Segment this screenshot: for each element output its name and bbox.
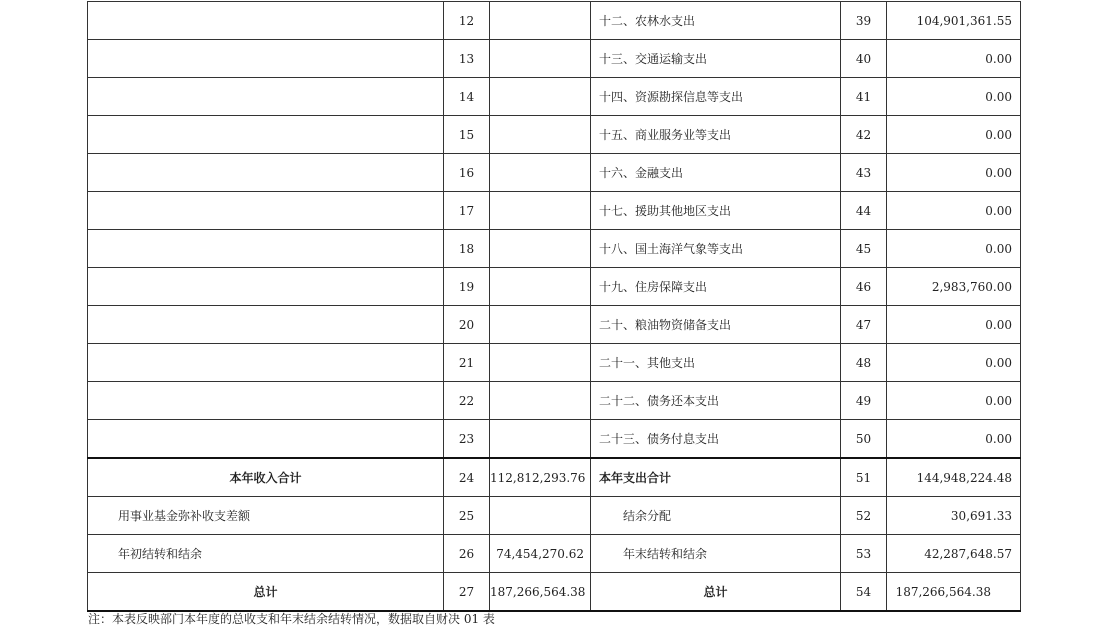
expense-item-cell: 十二、农林水支出 bbox=[591, 2, 841, 40]
expense-row-number: 49 bbox=[841, 382, 887, 420]
income-amount-cell bbox=[490, 268, 591, 306]
income-row-number: 24 bbox=[444, 458, 490, 497]
expense-item-cell: 十六、金融支出 bbox=[591, 154, 841, 192]
income-item-cell bbox=[88, 2, 444, 40]
expense-amount-cell: 0.00 bbox=[887, 344, 1021, 382]
table-row bbox=[88, 306, 1021, 344]
expense-amount-cell: 2,983,760.00 bbox=[887, 268, 1021, 306]
expense-row-number: 45 bbox=[841, 230, 887, 268]
table-row bbox=[88, 116, 1021, 154]
expense-item-cell: 二十、粮油物资储备支出 bbox=[591, 306, 841, 344]
expense-item-cell: 二十一、其他支出 bbox=[591, 344, 841, 382]
income-row-number: 14 bbox=[444, 78, 490, 116]
table-row bbox=[88, 268, 1021, 306]
expense-row-number: 50 bbox=[841, 420, 887, 459]
expense-row-number: 43 bbox=[841, 154, 887, 192]
income-row-number: 26 bbox=[444, 535, 490, 573]
expense-row-number: 42 bbox=[841, 116, 887, 154]
income-item-cell: 本年收入合计 bbox=[88, 458, 444, 497]
expense-item-cell: 总计 bbox=[591, 573, 841, 612]
income-row-number: 12 bbox=[444, 2, 490, 40]
expense-item-cell: 十三、交通运输支出 bbox=[591, 40, 841, 78]
table-row bbox=[88, 573, 1021, 612]
expense-item-cell: 二十三、债务付息支出 bbox=[591, 420, 841, 459]
income-amount-cell bbox=[490, 192, 591, 230]
income-amount-cell bbox=[490, 306, 591, 344]
expense-amount-cell: 42,287,648.57 bbox=[887, 535, 1021, 573]
expense-row-number: 46 bbox=[841, 268, 887, 306]
expense-item-cell: 结余分配 bbox=[591, 497, 841, 535]
expense-row-number: 53 bbox=[841, 535, 887, 573]
table-row bbox=[88, 458, 1021, 497]
income-amount-cell bbox=[490, 497, 591, 535]
expense-item-cell: 本年支出合计 bbox=[591, 458, 841, 497]
income-row-number: 21 bbox=[444, 344, 490, 382]
expense-amount-cell: 0.00 bbox=[887, 116, 1021, 154]
income-item-cell bbox=[88, 382, 444, 420]
table-footnote: 注：本表反映部门本年度的总收支和年末结余结转情况，数据取自财决 01 表 bbox=[88, 612, 495, 626]
income-row-number: 25 bbox=[444, 497, 490, 535]
table-row bbox=[88, 192, 1021, 230]
expense-amount-cell: 0.00 bbox=[887, 154, 1021, 192]
income-row-number: 16 bbox=[444, 154, 490, 192]
income-row-number: 20 bbox=[444, 306, 490, 344]
income-item-cell: 总计 bbox=[88, 573, 444, 612]
income-amount-cell bbox=[490, 154, 591, 192]
expense-row-number: 48 bbox=[841, 344, 887, 382]
income-amount-cell bbox=[490, 78, 591, 116]
budget-table bbox=[87, 1, 1021, 612]
income-item-cell bbox=[88, 420, 444, 459]
income-row-number: 23 bbox=[444, 420, 490, 459]
expense-amount-cell: 104,901,361.55 bbox=[887, 2, 1021, 40]
income-amount-cell: 112,812,293.76 bbox=[490, 458, 591, 497]
expense-row-number: 52 bbox=[841, 497, 887, 535]
income-item-cell bbox=[88, 40, 444, 78]
income-item-cell bbox=[88, 78, 444, 116]
income-item-cell: 年初结转和结余 bbox=[88, 535, 444, 573]
expense-amount-cell: 0.00 bbox=[887, 306, 1021, 344]
expense-amount-cell: 30,691.33 bbox=[887, 497, 1021, 535]
expense-row-number: 44 bbox=[841, 192, 887, 230]
expense-item-cell: 年末结转和结余 bbox=[591, 535, 841, 573]
income-row-number: 15 bbox=[444, 116, 490, 154]
expense-amount-cell: 0.00 bbox=[887, 382, 1021, 420]
expense-amount-cell: 0.00 bbox=[887, 78, 1021, 116]
income-row-number: 18 bbox=[444, 230, 490, 268]
expense-row-number: 40 bbox=[841, 40, 887, 78]
income-row-number: 17 bbox=[444, 192, 490, 230]
expense-item-cell: 十四、资源勘探信息等支出 bbox=[591, 78, 841, 116]
income-item-cell bbox=[88, 268, 444, 306]
income-row-number: 27 bbox=[444, 573, 490, 612]
expense-item-cell: 十八、国土海洋气象等支出 bbox=[591, 230, 841, 268]
income-amount-cell bbox=[490, 230, 591, 268]
table-row bbox=[88, 420, 1021, 459]
table-row bbox=[88, 2, 1021, 40]
income-item-cell bbox=[88, 230, 444, 268]
table-row bbox=[88, 78, 1021, 116]
income-amount-cell bbox=[490, 382, 591, 420]
table-row bbox=[88, 497, 1021, 535]
income-item-cell bbox=[88, 116, 444, 154]
expense-amount-cell: 0.00 bbox=[887, 230, 1021, 268]
expense-row-number: 54 bbox=[841, 573, 887, 612]
income-item-cell bbox=[88, 192, 444, 230]
income-amount-cell bbox=[490, 40, 591, 78]
income-amount-cell: 74,454,270.62 bbox=[490, 535, 591, 573]
budget-table-container bbox=[87, 1, 1020, 612]
expense-amount-cell: 0.00 bbox=[887, 420, 1021, 459]
income-item-cell bbox=[88, 344, 444, 382]
expense-amount-cell: 0.00 bbox=[887, 40, 1021, 78]
income-item-cell bbox=[88, 306, 444, 344]
expense-item-cell: 二十二、债务还本支出 bbox=[591, 382, 841, 420]
budget-table-body bbox=[88, 2, 1021, 612]
income-item-cell: 用事业基金弥补收支差额 bbox=[88, 497, 444, 535]
expense-item-cell: 十九、住房保障支出 bbox=[591, 268, 841, 306]
income-amount-cell: 187,266,564.38 bbox=[490, 573, 591, 612]
income-row-number: 13 bbox=[444, 40, 490, 78]
expense-amount-cell: 144,948,224.48 bbox=[887, 458, 1021, 497]
table-row bbox=[88, 154, 1021, 192]
expense-row-number: 47 bbox=[841, 306, 887, 344]
expense-item-cell: 十五、商业服务业等支出 bbox=[591, 116, 841, 154]
expense-amount-cell: 0.00 bbox=[887, 192, 1021, 230]
expense-row-number: 39 bbox=[841, 2, 887, 40]
income-amount-cell bbox=[490, 344, 591, 382]
income-amount-cell bbox=[490, 2, 591, 40]
table-row bbox=[88, 230, 1021, 268]
income-amount-cell bbox=[490, 420, 591, 459]
table-row bbox=[88, 382, 1021, 420]
income-row-number: 22 bbox=[444, 382, 490, 420]
expense-row-number: 41 bbox=[841, 78, 887, 116]
expense-amount-cell: 187,266,564.38 bbox=[887, 573, 1021, 612]
income-amount-cell bbox=[490, 116, 591, 154]
expense-item-cell: 十七、援助其他地区支出 bbox=[591, 192, 841, 230]
table-row bbox=[88, 40, 1021, 78]
expense-row-number: 51 bbox=[841, 458, 887, 497]
table-row bbox=[88, 344, 1021, 382]
income-row-number: 19 bbox=[444, 268, 490, 306]
income-item-cell bbox=[88, 154, 444, 192]
table-row bbox=[88, 535, 1021, 573]
